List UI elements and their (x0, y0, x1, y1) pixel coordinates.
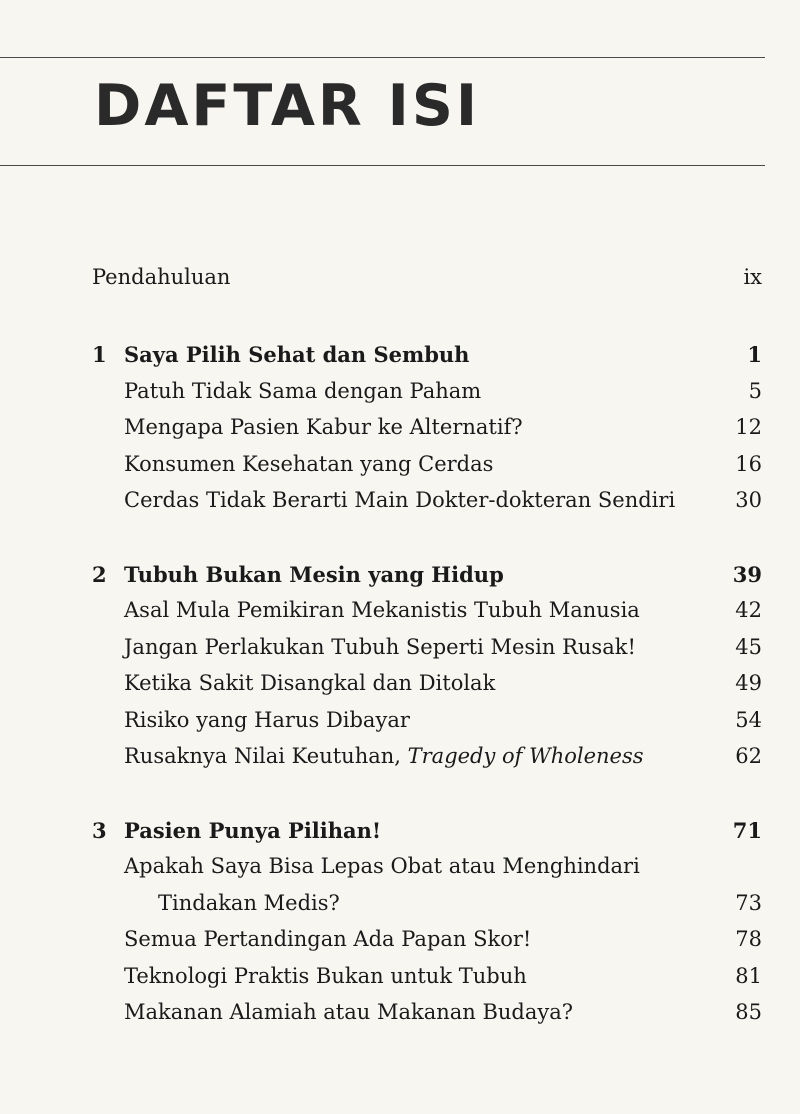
toc-entry-page: 30 (735, 488, 762, 512)
chapter-page: 39 (732, 561, 762, 587)
toc-entry-title: Asal Mula Pemikiran Mekanistis Tubuh Manusia (124, 598, 640, 622)
toc-entry[interactable] (92, 415, 762, 452)
toc-entry[interactable] (92, 671, 762, 708)
toc-entry[interactable] (92, 927, 762, 964)
toc-entry-title: Mengapa Pasien Kabur ke Alternatif? (124, 415, 523, 439)
toc-entry-page: 81 (735, 963, 762, 988)
toc-entry-page: 49 (735, 671, 762, 695)
toc-entry[interactable] (92, 708, 762, 745)
toc-entry[interactable] (92, 598, 762, 635)
toc-entry-page: 85 (735, 1000, 762, 1024)
toc-entry[interactable] (92, 1000, 762, 1037)
toc-entry-title: Konsumen Kesehatan yang Cerdas (124, 451, 494, 476)
toc-entry-title: Tindakan Medis? (158, 890, 340, 915)
toc-entry[interactable] (92, 488, 762, 525)
table-of-contents (92, 265, 762, 1037)
chapter-3-heading[interactable] (92, 818, 762, 855)
toc-entry-title-italic: Tragedy of Wholeness (407, 744, 644, 768)
chapter-number: 1 (92, 342, 107, 367)
toc-entry-page: 5 (748, 378, 762, 403)
chapter-1-heading[interactable] (92, 342, 762, 379)
toc-entry-title: Cerdas Tidak Berarti Main Dokter-dokteran Sendiri (124, 488, 676, 512)
toc-entry-page: 16 (735, 451, 762, 476)
toc-entry-page: 54 (735, 707, 762, 732)
chapter-title: Saya Pilih Sehat dan Sembuh (124, 342, 470, 367)
chapter-number: 3 (92, 817, 107, 843)
toc-entry-page: 78 (735, 927, 762, 951)
toc-entry-title: Semua Pertandingan Ada Papan Skor! (124, 927, 532, 951)
toc-entry-page: 73 (735, 890, 762, 915)
toc-entry-title: Patuh Tidak Sama dengan Paham (124, 378, 482, 403)
toc-entry-page: 45 (735, 634, 762, 659)
toc-entry[interactable] (92, 452, 762, 489)
toc-entry-title: Makanan Alamiah atau Makanan Budaya? (124, 1000, 574, 1024)
toc-entry-title: Apakah Saya Bisa Lepas Obat atau Menghindari (124, 854, 640, 878)
toc-entry[interactable] (92, 854, 762, 891)
toc-entry-continuation[interactable] (92, 891, 762, 928)
toc-entry-page: 12 (735, 415, 762, 439)
chapter-title: Tubuh Bukan Mesin yang Hidup (124, 561, 504, 587)
toc-entry[interactable] (92, 379, 762, 416)
chapter-page: 1 (747, 342, 762, 367)
toc-entry-page: ix (743, 265, 762, 289)
toc-entry-title: Rusaknya Nilai Keutuhan, Tragedy of Wholeness (124, 744, 644, 768)
toc-entry-title: Pendahuluan (92, 265, 231, 289)
toc-entry-page: 42 (735, 598, 762, 622)
toc-entry-title: Jangan Perlakukan Tubuh Seperti Mesin Rusak! (124, 634, 636, 659)
chapter-2-heading[interactable] (92, 562, 762, 599)
chapter-page: 71 (732, 817, 762, 843)
chapter-number: 2 (92, 561, 107, 587)
toc-entry[interactable] (92, 964, 762, 1001)
chapter-title: Pasien Punya Pilihan! (124, 817, 382, 843)
toc-entry-title: Ketika Sakit Disangkal dan Ditolak (124, 671, 496, 695)
toc-entry-title: Teknologi Praktis Bukan untuk Tubuh (124, 963, 527, 988)
toc-entry-intro[interactable] (92, 265, 762, 305)
top-rule (0, 57, 765, 58)
bottom-rule (0, 165, 765, 166)
toc-entry-title: Risiko yang Harus Dibayar (124, 707, 410, 732)
toc-entry[interactable] (92, 744, 762, 781)
toc-entry-page: 62 (735, 744, 762, 768)
toc-entry[interactable] (92, 635, 762, 672)
page-title: DAFTAR ISI (94, 73, 481, 139)
